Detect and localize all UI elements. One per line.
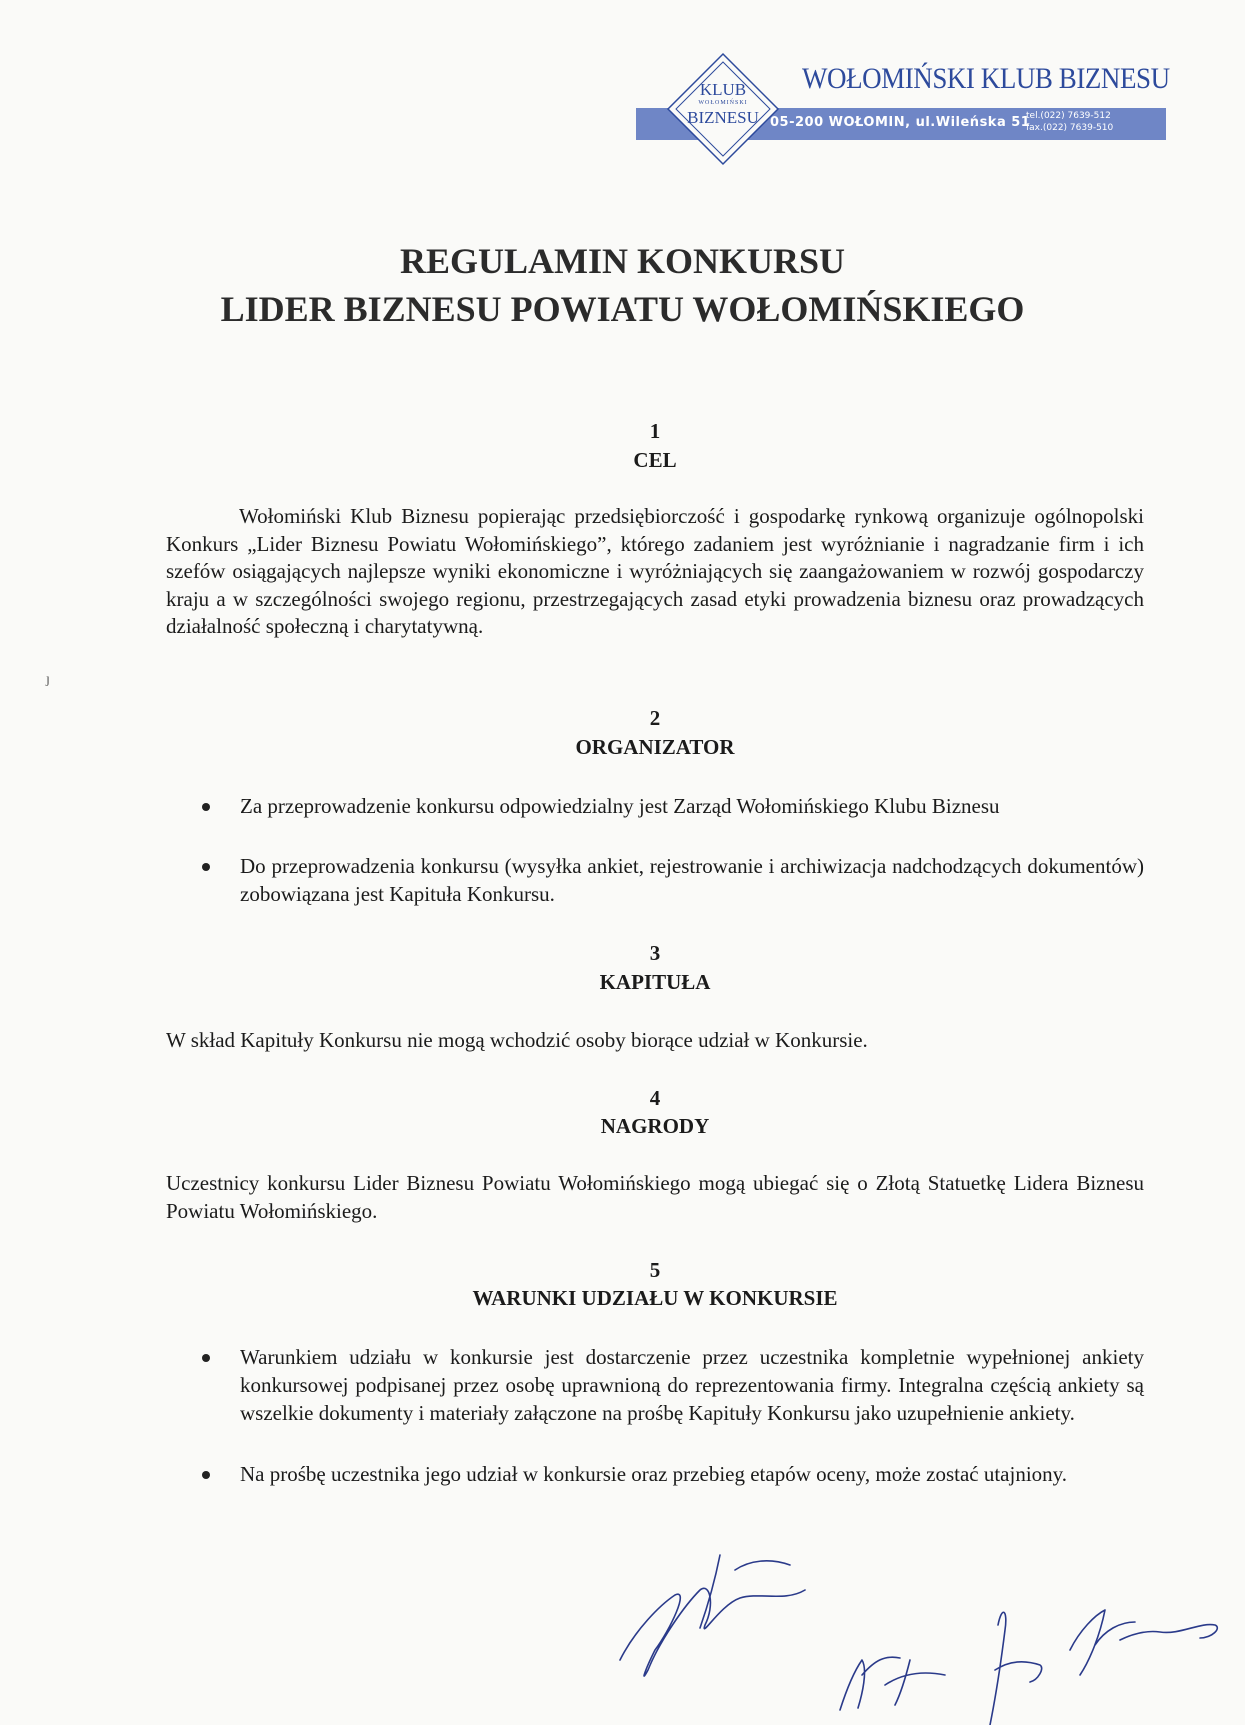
section-4-heading: NAGRODY [600, 1114, 710, 1138]
section-2-heading: ORGANIZATOR [575, 735, 735, 759]
letterhead [630, 52, 1170, 172]
letterhead-org-name: WOŁOMIŃSKI KLUB BIZNESU [802, 62, 1170, 95]
letterhead-fax: fax.(022) 7639-510 [1026, 123, 1114, 133]
logo-text-klub: KLUB [699, 80, 747, 99]
section-4-number: 4 [649, 1086, 661, 1110]
section-3-number: 3 [649, 941, 661, 965]
signature-1-flourish [700, 1555, 790, 1628]
document-title-line2: LIDER BIZNESU POWIATU WOŁOMIŃSKIEGO [220, 289, 1025, 329]
bullet-dot [202, 1471, 210, 1479]
signature-2 [840, 1657, 945, 1710]
bullet-dot [202, 1354, 210, 1362]
club-logo [666, 52, 780, 166]
section-2-number: 2 [649, 706, 661, 730]
section-1-paragraph: Wołomiński Klub Biznesu popierając przedsiębiorczość i gospodarkę rynkową organizuje ogólnopolski Konkurs „Lider Biznesu Powiatu Wołomińskiego”, którego zadaniem jest wyróżnianie i nagradzanie firm i ich szefów osiągających najlepsze wyniki ekonomiczne i wyróżniających się zaangażowaniem w rozwój gospodarczy kraju a w szczególności swojego regionu, przestrzegających zasad etyki prowadzenia biznesu oraz prowadzących działalność społeczną i charytatywną. [166, 504, 1144, 638]
letterhead-address: 05-200 WOŁOMIN, ul.Wileńska 51 [770, 115, 1031, 130]
letterhead-phones [1026, 110, 1113, 134]
signature-3 [990, 1612, 1042, 1725]
section-4-paragraph: Uczestnicy konkursu Lider Biznesu Powiatu Wołomińskiego mogą ubiegać się o Złotą Statuetkę Lidera Biznesu Powiatu Wołomińskiego. [166, 1171, 1144, 1223]
margin-mark: ȷ [46, 672, 50, 687]
section-3-paragraph: W skład Kapituły Konkursu nie mogą wchodzić osoby biorące udział w Konkursie. [166, 1028, 868, 1052]
signature-1 [620, 1588, 805, 1676]
section-5-heading: WARUNKI UDZIAŁU W KONKURSIE [472, 1286, 838, 1310]
bullet-text: Do przeprowadzenia konkursu (wysyłka ankiet, rejestrowanie i archiwizacja nadchodzących dokumentów) zobowiązana jest Kapituła Konkursu. [240, 854, 1144, 906]
bullet-text: Za przeprowadzenie konkursu odpowiedzialny jest Zarząd Wołomińskiego Klubu Biznesu [240, 794, 1000, 818]
signature-4 [1070, 1610, 1217, 1675]
letterhead-tel: tel.(022) 7639-512 [1026, 111, 1111, 121]
handwritten-signatures [600, 1510, 1240, 1725]
section-1-number: 1 [649, 419, 661, 443]
bullet-text: Na prośbę uczestnika jego udział w konkursie oraz przebieg etapów oceny, może zostać utajniony. [240, 1462, 1068, 1486]
logo-text-biznesu: BIZNESU [687, 108, 759, 127]
section-3-heading: KAPITUŁA [599, 970, 711, 994]
logo-text-wolominski: WOŁOMIŃSKI [698, 100, 748, 106]
bullet-dot [202, 803, 210, 811]
section-1-heading: CEL [633, 448, 677, 472]
section-5-number: 5 [649, 1258, 661, 1282]
bullet-dot [202, 863, 210, 871]
document-title-line1: REGULAMIN KONKURSU [399, 241, 846, 281]
bullet-text: Warunkiem udziału w konkursie jest dostarczenie przez uczestnika kompletnie wypełnionej ankiety konkursowej podpisanej przez osobę uprawnioną do reprezentowania firmy. Integralna częścią ankiety są wszelkie dokumenty i materiały załączone na prośbę Kapituły Konkursu jako uzupełnienie ankiety. [240, 1345, 1144, 1425]
